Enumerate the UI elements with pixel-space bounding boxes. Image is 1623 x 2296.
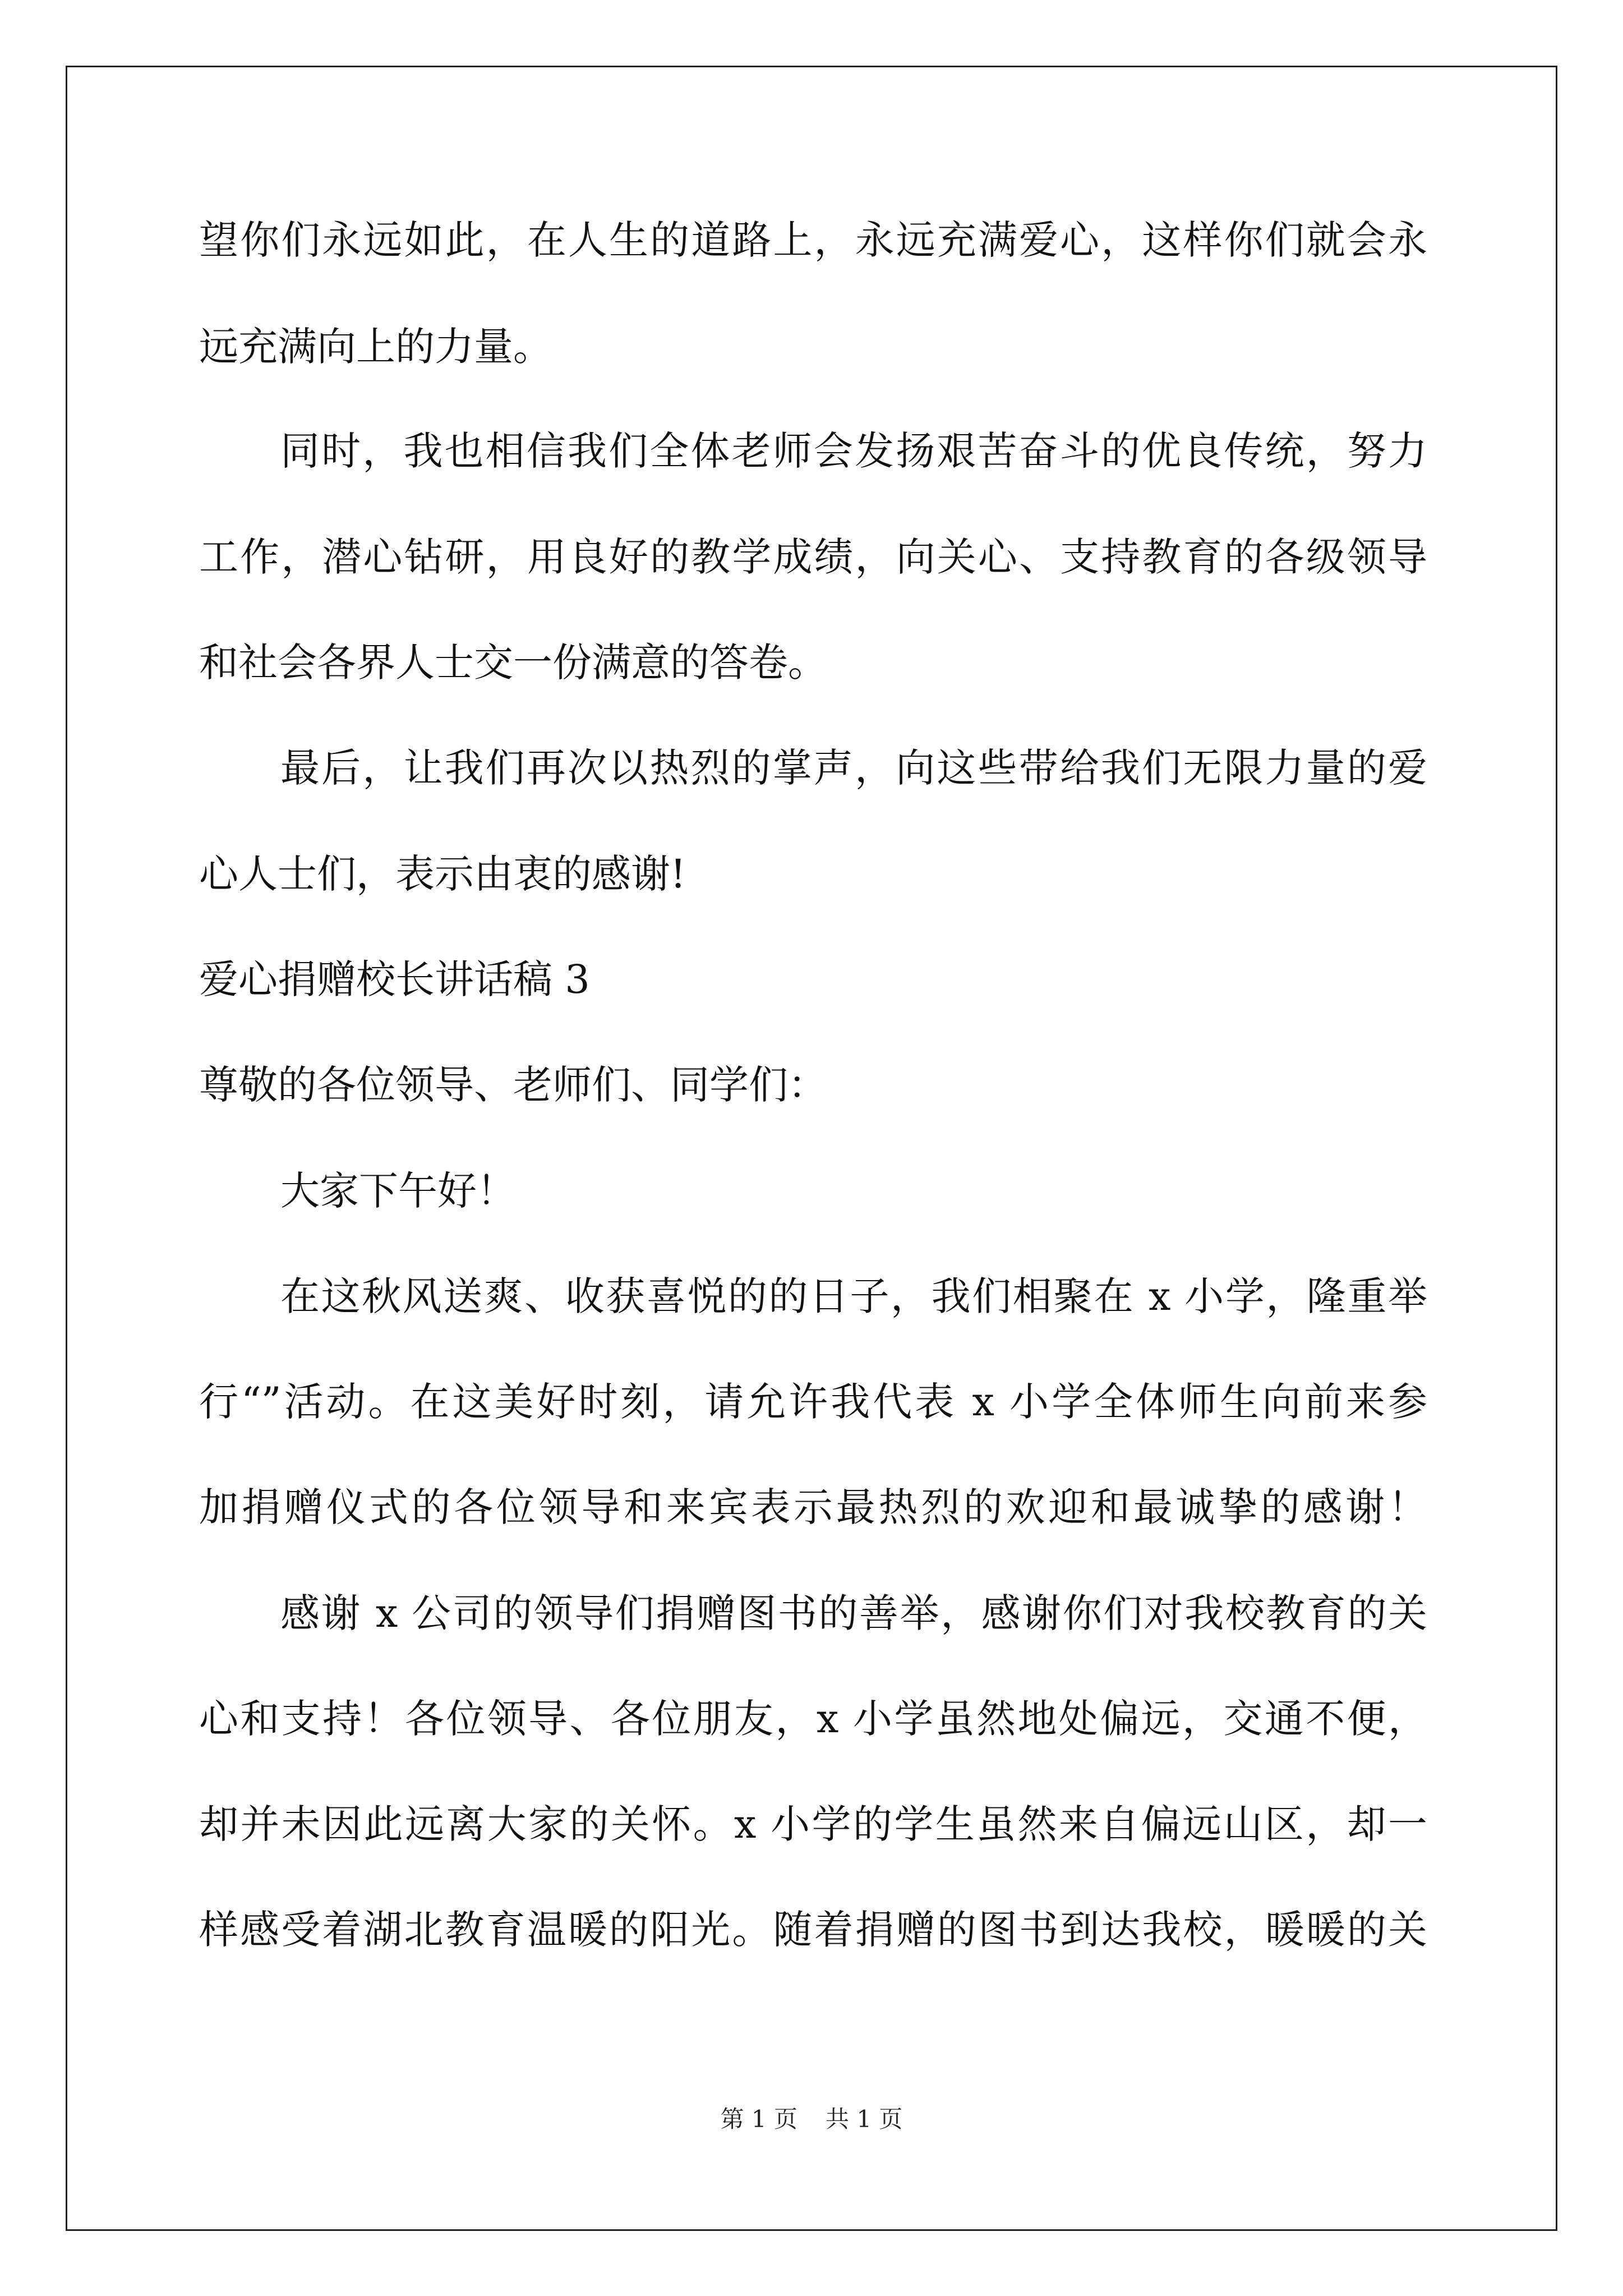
page-number: 第 1 页	[720, 2105, 797, 2133]
text-line: 感谢 x 公司的领导们捐赠图书的善举，感谢你们对我校教育的关	[280, 1590, 1427, 1636]
page-total: 共 1 页	[826, 2105, 903, 2133]
text-line: 行“”活动。在这美好时刻，请允许我代表 x 小学全体师生向前来参	[199, 1379, 1427, 1425]
text-line: 在这秋风送爽、收获喜悦的的日子，我们相聚在 x 小学，隆重举	[280, 1273, 1427, 1319]
text-line: 望你们永远如此，在人生的道路上，永远充满爱心，这样你们就会永	[199, 217, 1427, 263]
section-title: 爱心捐赠校长讲话稿 3	[199, 956, 590, 1002]
greeting: 大家下午好！	[280, 1168, 516, 1214]
text-line: 工作，潜心钻研，用良好的教学成绩，向关心、支持教育的各级领导	[199, 534, 1427, 580]
text-line: 远充满向上的力量。	[199, 324, 552, 370]
text-line: 同时，我也相信我们全体老师会发扬艰苦奋斗的优良传统，努力	[280, 428, 1427, 474]
text-line: 心人士们，表示由衷的感谢!	[199, 851, 686, 897]
salutation: 尊敬的各位领导、老师们、同学们：	[199, 1062, 827, 1108]
text-line: 心和支持！各位领导、各位朋友，x 小学虽然地处偏远，交通不便，	[199, 1696, 1427, 1742]
page-footer	[0, 2102, 1623, 2136]
text-line: 却并未因此远离大家的关怀。x 小学的学生虽然来自偏远山区，却一	[199, 1801, 1427, 1847]
text-line: 和社会各界人士交一份满意的答卷。	[199, 639, 827, 685]
text-line: 加捐赠仪式的各位领导和来宾表示最热烈的欢迎和最诚挚的感谢！	[199, 1484, 1427, 1530]
text-line: 最后，让我们再次以热烈的掌声，向这些带给我们无限力量的爱	[280, 745, 1427, 791]
text-line: 样感受着湖北教育温暖的阳光。随着捐赠的图书到达我校，暖暖的关	[199, 1907, 1427, 1953]
